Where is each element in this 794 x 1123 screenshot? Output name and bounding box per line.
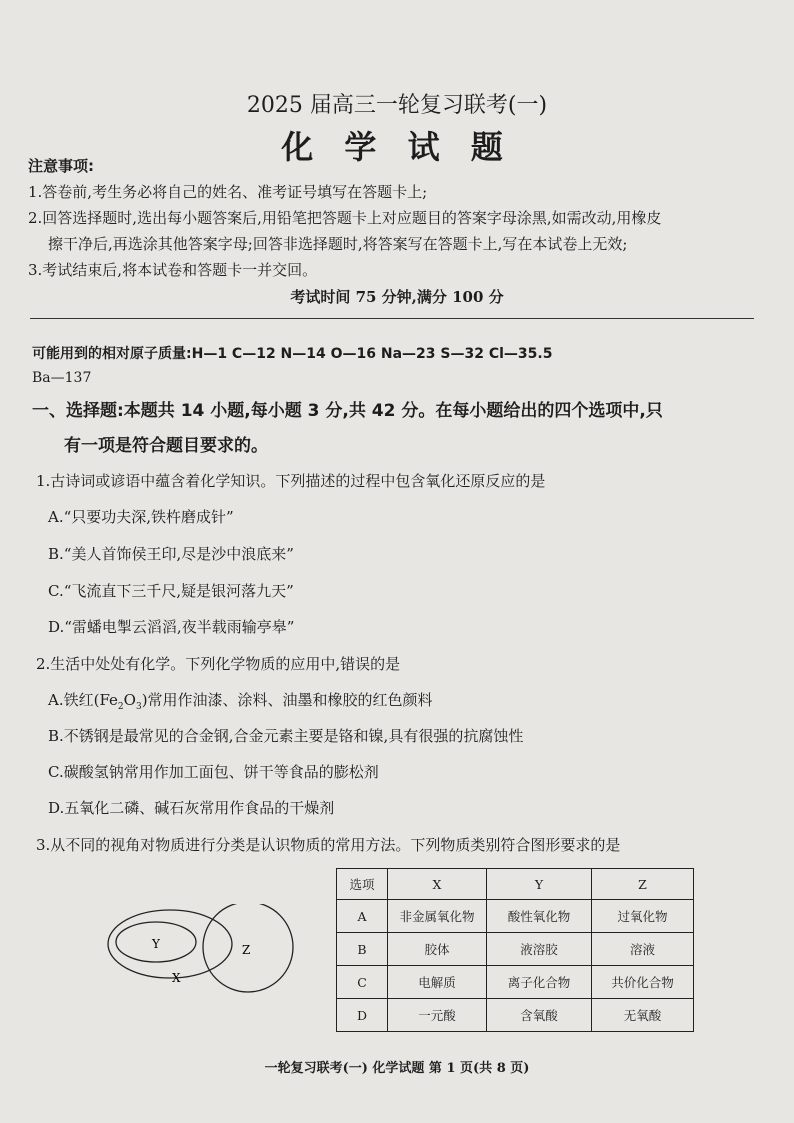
table-cell: 酸性氧化物 xyxy=(487,900,592,933)
table-cell: B xyxy=(337,933,388,966)
subscript: 2 xyxy=(117,702,124,712)
table-header: 选项 xyxy=(337,869,388,900)
subscript: 3 xyxy=(135,702,142,712)
option-c: C.“飞流直下三千尺,疑是银河落九天” xyxy=(48,582,294,600)
venn-diagram xyxy=(100,904,310,1004)
table-cell: 液溶胶 xyxy=(487,933,592,966)
atomic-masses-cont: Ba—137 xyxy=(32,370,92,386)
subject-title: 化 学 试 题 xyxy=(281,128,513,166)
question-stem: 1.古诗词或谚语中蕴含着化学知识。下列描述的过程中包含氧化还原反应的是 xyxy=(36,472,546,490)
table-cell: A xyxy=(337,900,388,933)
notes-heading: 注意事项: xyxy=(28,157,94,175)
table-header: Y xyxy=(487,869,592,900)
note-item: 2.回答选择题时,选出每小题答案后,用铅笔把答题卡上对应题目的答案字母涂黑,如需改动,用橡皮 xyxy=(28,209,662,227)
question-stem: 2.生活中处处有化学。下列化学物质的应用中,错误的是 xyxy=(36,655,401,673)
x-label: X xyxy=(172,971,181,985)
table-cell: 无氧酸 xyxy=(592,999,694,1032)
option-b: B.不锈钢是最常见的合金钢,合金元素主要是铬和镍,具有很强的抗腐蚀性 xyxy=(48,727,524,745)
table-cell: C xyxy=(337,966,388,999)
question-stem: 3.从不同的视角对物质进行分类是认识物质的常用方法。下列物质类别符合图形要求的是 xyxy=(36,836,621,854)
table-cell: 电解质 xyxy=(388,966,487,999)
table-cell: 含氧酸 xyxy=(487,999,592,1032)
table-header: Z xyxy=(592,869,694,900)
option-d: D.“雷蟠电掣云滔滔,夜半载雨输亭皋” xyxy=(48,618,295,636)
option-c: C.碳酸氢钠常用作加工面包、饼干等食品的膨松剂 xyxy=(48,763,379,781)
option-a xyxy=(48,689,433,712)
table-row xyxy=(337,900,694,933)
option-a: A.“只要功夫深,铁杵磨成针” xyxy=(48,508,234,526)
note-item: 3.考试结束后,将本试卷和答题卡一并交回。 xyxy=(28,261,318,279)
table-cell: D xyxy=(337,999,388,1032)
y-label: Y xyxy=(152,937,160,951)
table-cell: 胶体 xyxy=(388,933,487,966)
table-row xyxy=(337,999,694,1032)
page-footer: 一轮复习联考(一) 化学试题 第 1 页(共 8 页) xyxy=(264,1061,530,1076)
table-cell: 共价化合物 xyxy=(592,966,694,999)
divider xyxy=(30,318,754,319)
table-row xyxy=(337,966,694,999)
table-header: X xyxy=(388,869,487,900)
table-cell: 一元酸 xyxy=(388,999,487,1032)
note-item: 1.答卷前,考生务必将自己的姓名、准考证号填写在答题卡上; xyxy=(28,183,428,201)
option-a-text: A.铁红(Fe xyxy=(48,691,118,709)
table-header-row xyxy=(337,869,694,900)
table-row xyxy=(337,933,694,966)
section-heading: 一、选择题:本题共 14 小题,每小题 3 分,共 42 分。在每小题给出的四个选项中,只 xyxy=(32,401,663,421)
classification-table xyxy=(336,868,694,1032)
table-cell: 非金属氧化物 xyxy=(388,900,487,933)
note-item: 擦干净后,再选涂其他答案字母;回答非选择题时,将答案写在答题卡上,写在本试卷上无效; xyxy=(48,235,628,253)
option-a-text: )常用作油漆、涂料、油墨和橡胶的红色颜料 xyxy=(141,691,433,709)
option-b: B.“美人首饰侯王印,尽是沙中浪底来” xyxy=(48,545,294,563)
exam-title: 2025 届高三一轮复习联考(一) xyxy=(246,93,548,118)
table-cell: 溶液 xyxy=(592,933,694,966)
section-heading-cont: 有一项是符合题目要求的。 xyxy=(64,436,268,456)
option-d: D.五氧化二磷、碱石灰常用作食品的干燥剂 xyxy=(48,799,335,817)
table-cell: 过氧化物 xyxy=(592,900,694,933)
x-ellipse xyxy=(108,910,232,978)
atomic-masses: 可能用到的相对原子质量:H—1 C—12 N—14 O—16 Na—23 S—32 Cl—35.5 xyxy=(32,346,553,362)
exam-time: 考试时间 75 分钟,满分 100 分 xyxy=(290,288,504,306)
z-label: Z xyxy=(242,943,251,957)
option-a-text: O xyxy=(123,691,136,709)
table-cell: 离子化合物 xyxy=(487,966,592,999)
